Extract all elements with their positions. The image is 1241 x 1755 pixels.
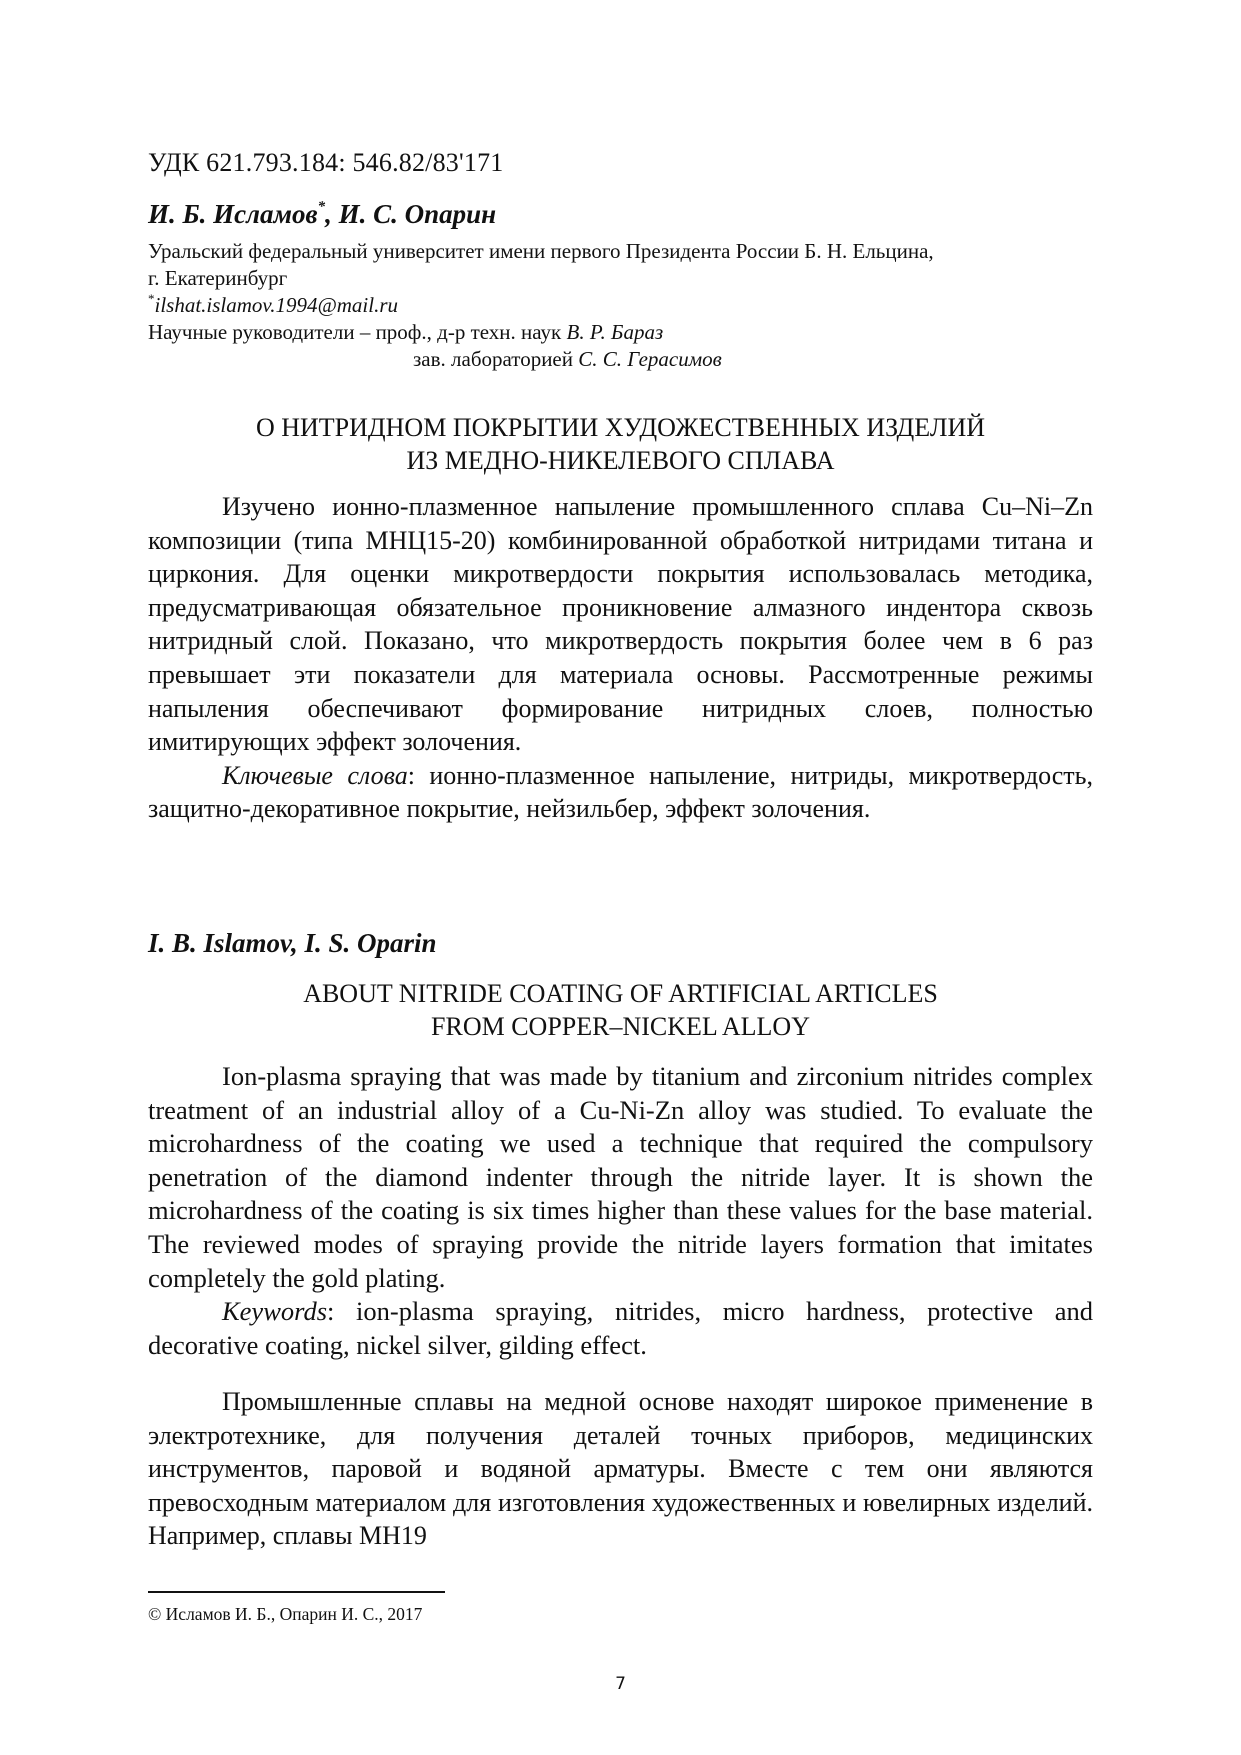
affiliation-city: г. Екатеринбург [148, 266, 288, 290]
body-paragraph-1: Промышленные сплавы на медной основе находят широкое применение в электротехнике, для получения деталей точных приборов, медицинских инструментов, паровой и водяной арматуры. Вместе с тем они являются превосходным материалом для изготовления художественных и ювелирных изделий. Например, сплавы МН19 [148, 1387, 1093, 1551]
abstract-en-text: Ion-plasma spraying that was made by titanium and zirconium nitrides complex treatment of an industrial alloy of a Cu-Ni-Zn alloy was studied. To evaluate the microhardness of the coating we used a technique that required the compulsory penetration of the diamond indenter through the nitride layer. It is shown the microhardness of the coating is six times higher than these values for the base material. The reviewed modes of spraying provide the nitride layers formation that imitates completely the gold plating. [148, 1061, 1093, 1293]
keywords-en-list: : ion-plasma spraying, nitrides, micro hardness, protective and decorative coating, nickel silver, gilding effect. [148, 1296, 1093, 1360]
author-separator: , [325, 199, 339, 229]
title-en-line-1: ABOUT NITRIDE COATING OF ARTIFICIAL ARTICLES [303, 979, 938, 1008]
supervisors-prefix: Научные руководители – проф., д-р техн. наук [148, 320, 567, 344]
udk-code: УДК 621.793.184: 546.82/83'171 [148, 148, 504, 177]
title-en [148, 977, 1093, 1043]
affiliation-block [148, 238, 1093, 373]
supervisor-2: С. С. Герасимов [578, 347, 722, 371]
email-line [148, 292, 1093, 319]
abstract-ru-text: Изучено ионно-плазменное напыление промышленного сплава Cu–Ni–Zn композиции (типа МНЦ15-20) комбинированной обработкой нитридами титана и циркония. Для оценки микротвердости покрытия использовалась методика, предусматривающая обязательное проникновение алмазного индентора сквозь нитридный слой. Показано, что микротвердость покрытия более чем в 6 раз превышает эти показатели для материала основы. Рассмотренные режимы напыления обеспечивают формирование нитридных слоев, полностью имитирующих эффект золочения. [148, 492, 1093, 757]
title-ru-line-2: ИЗ МЕДНО-НИКЕЛЕВОГО СПЛАВА [406, 446, 835, 475]
title-ru [148, 411, 1093, 477]
author-2: И. С. Опарин [338, 199, 497, 229]
author-email: ilshat.islamov.1994@mail.ru [154, 293, 399, 317]
author-1: И. Б. Исламов [148, 199, 318, 229]
abstract-en [148, 1060, 1093, 1362]
keywords-ru-list: : ионно-плазменное напыление, нитриды, микротвердость, защитно-декоративное покрытие, нейзильбер, эффект золочения. [148, 760, 1093, 824]
keywords-en [148, 1295, 1093, 1362]
keywords-ru-label: Ключевые слова [222, 760, 408, 790]
email-mark: * [148, 291, 155, 306]
body-text-ru [148, 1385, 1093, 1553]
keywords-en-label: Keywords [222, 1296, 328, 1327]
authors-ru [148, 196, 1093, 232]
supervisors-line [148, 319, 1093, 346]
authors-en: I. B. Islamov, I. S. Oparin [148, 928, 437, 958]
supervisor-2-prefix: зав. лабораторией [413, 347, 579, 371]
page-number: 7 [615, 1674, 626, 1694]
supervisor-2-line [148, 346, 1093, 373]
supervisor-1: В. Р. Бараз [566, 320, 664, 344]
keywords-ru [148, 759, 1093, 826]
corresponding-author-mark: * [317, 199, 326, 215]
affiliation-line-1: Уральский федеральный университет имени первого Президента России Б. Н. Ельцина, [148, 239, 934, 263]
title-en-line-2: FROM COPPER–NICKEL ALLOY [431, 1012, 810, 1041]
copyright-footnote: © Исламов И. Б., Опарин И. С., 2017 [148, 1604, 423, 1624]
title-ru-line-1: О НИТРИДНОМ ПОКРЫТИИ ХУДОЖЕСТВЕННЫХ ИЗДЕЛИЙ [255, 413, 986, 442]
footnote-divider [148, 1591, 445, 1593]
abstract-ru [148, 490, 1093, 826]
